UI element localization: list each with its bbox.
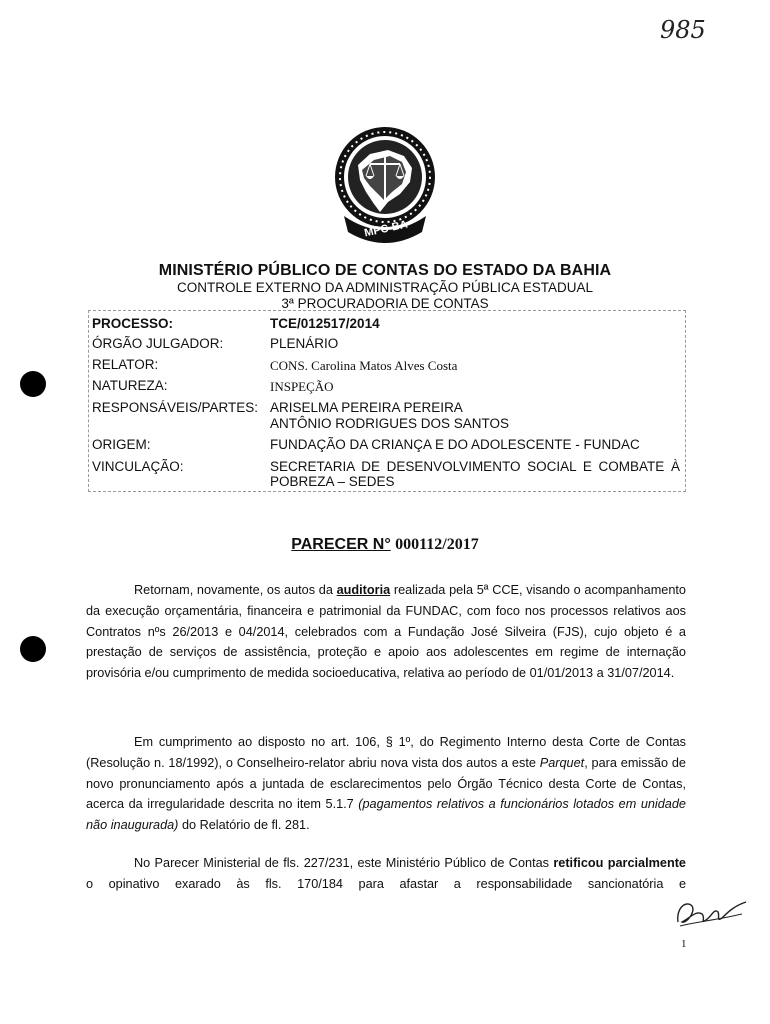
- paragraph-1-text-a: Retornam, novamente, os autos da: [134, 583, 337, 597]
- paragraph-2-italic-item: (pagamentos relativos a funcionários lotados em unidade não inaugurada): [86, 797, 686, 833]
- paragraph-3-text-b: o opinativo exarado às fls. 170/184 para afastar a responsabilidade sancionatória e: [86, 876, 686, 891]
- orgao-julgador-label: ÓRGÃO JULGADOR:: [92, 336, 224, 351]
- orgao-julgador-value: PLENÁRIO: [270, 336, 339, 351]
- paragraph-3: [86, 853, 686, 895]
- office-name: 3ª PROCURADORIA DE CONTAS: [281, 296, 489, 311]
- paragraph-2-text-c: do Relatório de fl. 281.: [178, 818, 310, 833]
- paragraph-1-keyword: auditoria: [336, 583, 391, 597]
- institution-name: MINISTÉRIO PÚBLICO DE CONTAS DO ESTADO DA BAHIA: [158, 262, 612, 279]
- opinion-title-number: 000112/2017: [395, 536, 479, 553]
- responsaveis-label: RESPONSÁVEIS/PARTES:: [92, 400, 259, 415]
- punch-hole-bottom: [20, 636, 46, 662]
- paragraph-2-text-b: , para emissão de novo pronunciamento após a juntada de esclarecimentos pelo Órgão Técnico desta Corte de Contas, acerca da irregularidade descrita no item 5.1.7: [86, 755, 686, 812]
- seal-label: MPC-BA: [363, 218, 409, 240]
- paragraph-3-text-a: No Parecer Ministerial de fls. 227/231, este Ministério Público de Contas: [134, 856, 554, 870]
- paragraph-1: [86, 580, 686, 684]
- paragraph-2-text-a: Em cumprimento ao disposto no art. 106, § 1º, do Regimento Interno desta Corte de Contas (Resolução n. 18/1992), o Conselheiro-relator abriu nova vista dos autos a este: [86, 735, 686, 770]
- mpc-ba-seal-logo: [330, 120, 440, 250]
- responsavel-1: ARISELMA PEREIRA PEREIRA: [270, 400, 463, 415]
- paragraph-1-text-b: realizada pela 5ª CCE, visando o acompanhamento da execução orçamentária, financeira e patrimonial da FUNDAC, com foco nos processos relativos aos Contratos nºs 26/2013 e 04/2014, celebrados com a Fundação José Silveira (FJS), cujo objeto é a prestação de serviços de assistência, proteção e apoio aos adolescentes em regime de internação provisória e/ou cumprimento de medida socioeducativa, relativa ao período de 01/01/2013 a 31/07/2014.: [86, 583, 686, 681]
- handwritten-rubric: [672, 888, 752, 938]
- vinculacao-value-line-2: POBREZA – SEDES: [270, 474, 395, 489]
- opinion-title: [0, 536, 770, 554]
- relator-value: CONS. Carolina Matos Alves Costa: [270, 358, 458, 373]
- institution-subtitle: CONTROLE EXTERNO DA ADMINISTRAÇÃO PÚBLICA ESTADUAL: [176, 280, 594, 295]
- vinculacao-label: VINCULAÇÃO:: [92, 459, 184, 474]
- relator-label: RELATOR:: [92, 357, 159, 372]
- processo-label: PROCESSO:: [92, 316, 174, 331]
- origem-value: FUNDAÇÃO DA CRIANÇA E DO ADOLESCENTE - FUNDAC: [270, 437, 640, 452]
- handwritten-page-number: 985: [660, 16, 706, 44]
- opinion-title-prefix: PARECER N°: [291, 536, 391, 553]
- processo-value: TCE/012517/2014: [270, 316, 380, 331]
- natureza-value: INSPEÇÃO: [270, 379, 334, 394]
- punch-hole-top: [20, 371, 46, 397]
- responsavel-2: ANTÔNIO RODRIGUES DOS SANTOS: [270, 416, 510, 431]
- paragraph-3-bold: retificou parcialmente: [553, 856, 686, 870]
- vinculacao-value-line-1: SECRETARIA DE DESENVOLVIMENTO SOCIAL E COMBATE À: [270, 459, 680, 474]
- paragraph-2-italic-parquet: Parquet: [539, 755, 585, 770]
- natureza-label: NATUREZA:: [92, 378, 168, 393]
- paragraph-2: [86, 732, 686, 836]
- page-number: 1: [681, 938, 687, 950]
- origem-label: ORIGEM:: [92, 437, 151, 452]
